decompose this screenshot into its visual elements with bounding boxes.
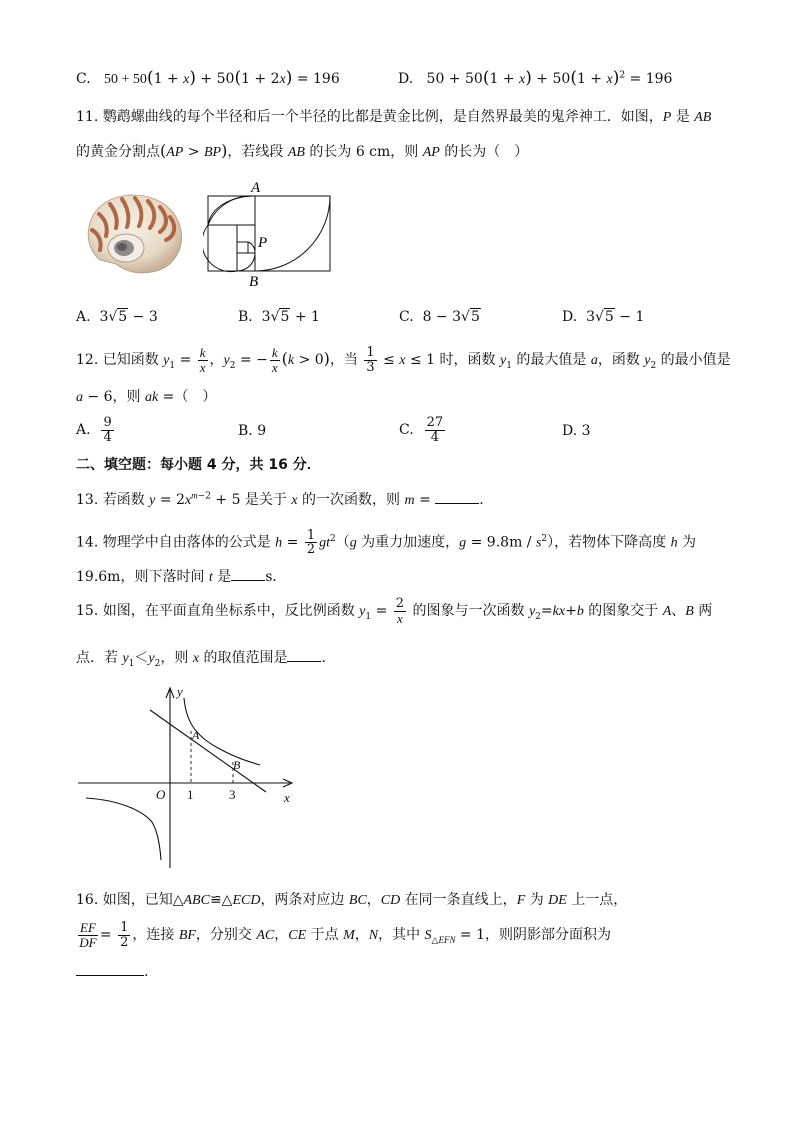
graph-label-o: O xyxy=(156,787,166,802)
q16-line2: $\frac{EF}{DF}$ = $\frac{1}{2}$ ，连接 BF，分别交 AC，CE 于点 M，N，其中 $S_{\triangle EFN} = 1$，则阴影部分面积为 xyxy=(79,919,611,950)
graph-tick-1: 1 xyxy=(187,787,194,802)
graph-label-a: A xyxy=(192,728,200,742)
fig-label-b: B xyxy=(249,274,259,288)
linear-function-line xyxy=(150,710,266,792)
q11-option-a: A. 3√5 − 3 xyxy=(76,309,158,325)
q16-line3: . xyxy=(76,964,148,980)
fig-label-p: P xyxy=(258,235,268,251)
q10-option-d: D. $50 + 50(1 + x) + 50(1 + x)^2 = 196$ xyxy=(398,68,673,88)
q12-option-d: D. 3 xyxy=(562,423,591,439)
q15-line1: 15. 如图，在平面直角坐标系中，反比例函数 $y_1$ = $\frac{2}{x}$ 的图象与一次函数 $y_2=kx+b$ 的图象交于 A、B 两 xyxy=(76,595,713,626)
graph-label-x: x xyxy=(284,790,290,805)
q14-line2: 19.6m，则下落时间 t 是 s． xyxy=(76,569,287,585)
q10-option-c: C. 50 + 50(1 + x) + 50(1 + 2x) = 196 xyxy=(76,68,340,88)
q11-option-d: D. 3√5 − 1 xyxy=(562,309,645,325)
q11-line2: 的黄金分割点(AP > BP)，若线段 AB 的长为 6 cm，则 AP 的长为（ ） xyxy=(76,141,529,160)
q11-option-b: B. 3√5 + 1 xyxy=(238,309,320,325)
section-2-title: 二、填空题：每小题 4 分，共 16 分． xyxy=(76,457,321,473)
graph-label-y: y xyxy=(177,684,183,699)
q11-option-c: C. 8 − 3√5 xyxy=(399,309,480,325)
q15-line2: 点．若 $y_1<y_2$，则 x 的取值范围是 . xyxy=(76,650,326,669)
golden-rectangle-figure xyxy=(203,180,338,288)
q11-line1: 11. 鹦鹉螺曲线的每个半径和后一个半径的比都是黄金比例，是自然界最美的鬼斧神工．如图，P 是 AB xyxy=(76,109,712,125)
q13: 13. 若函数 $y = 2x^{m-2} + 5$ 是关于 x 的一次函数，则 m = . xyxy=(76,490,484,508)
q14-line1: 14. 物理学中自由落体的公式是 h = $\frac{1}{2}$ $gt^2(g$ 为重力加速度，$g = 9.8m / s^2$），若物体下降高度 h 为 xyxy=(76,527,697,558)
graph-tick-3: 3 xyxy=(229,787,236,802)
nautilus-shell-image xyxy=(80,190,188,276)
q12-option-b: B. 9 xyxy=(238,423,267,439)
q12-line1: 12. 已知函数 $y_1$ = $\frac{k}{x}$ ，$y_2$ = − $\frac{k}{x}$ (k > 0)，当 $\frac{1}{3}$ ≤ x ≤ 1 时，函数 $y_1$ 的最大值是 a，函数 $y_2$ 的最小值是 xyxy=(76,344,731,375)
q12-line2: a − 6，则 ak =（ ） xyxy=(76,389,217,405)
q12-option-c: C. $\frac{27}{4}$ xyxy=(399,414,444,445)
q12-option-a: A. $\frac{9}{4}$ xyxy=(76,414,112,445)
q16-line1: 16. 如图，已知△ABC≌△ECD，两条对应边 BC，CD 在同一条直线上，F 为 DE 上一点， xyxy=(76,892,628,908)
graph-label-b: B xyxy=(233,758,241,772)
hyperbola-branch-2 xyxy=(86,798,161,860)
fig-label-a: A xyxy=(251,180,261,196)
q15-coordinate-graph xyxy=(78,680,304,870)
